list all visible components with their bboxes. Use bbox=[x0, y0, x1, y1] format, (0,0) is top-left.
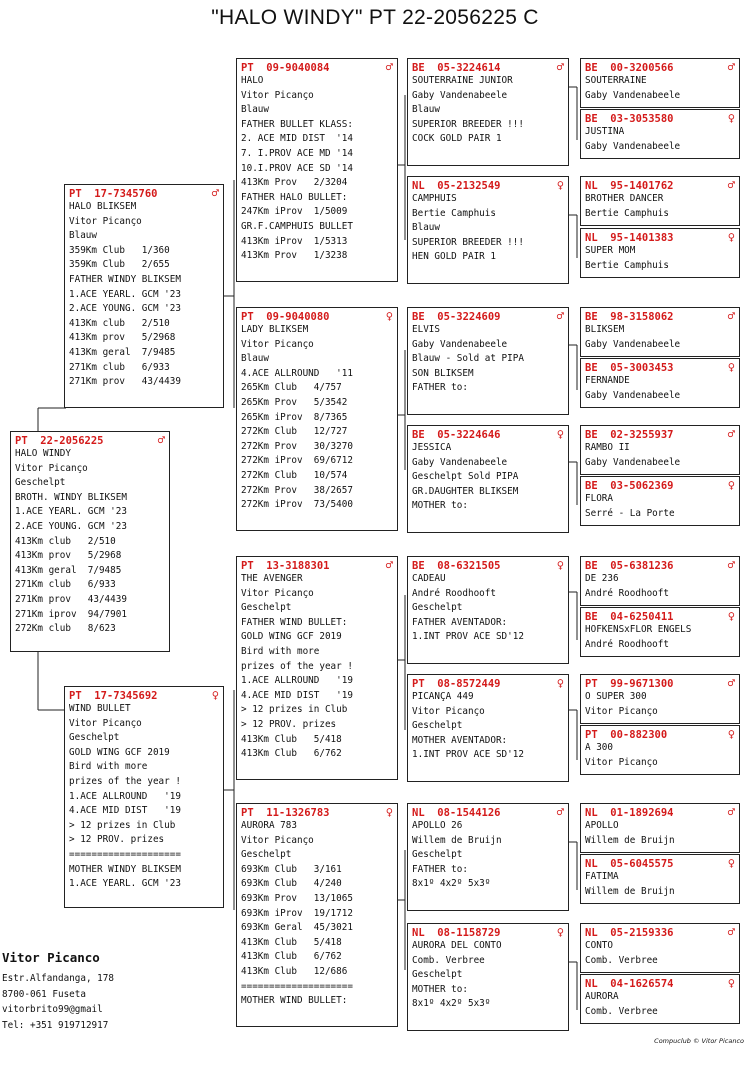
pedigree-card-g3 bbox=[580, 176, 740, 226]
pedigree-card-sdd bbox=[407, 425, 569, 533]
pedigree-card-subject bbox=[10, 431, 170, 652]
bird-detail-line: Geschelpt bbox=[412, 969, 463, 981]
pedigree-card-ssd bbox=[407, 176, 569, 284]
bird-detail-line: 247Km iProv 1/5009 bbox=[241, 206, 348, 218]
bird-detail-line: prizes of the year ! bbox=[241, 660, 353, 672]
female-symbol-icon: ♀ bbox=[727, 976, 735, 990]
bird-detail-line: 8x1º 4x2º 5x3º bbox=[412, 878, 491, 890]
bird-detail-line: BROTH. WINDY BLIKSEM bbox=[15, 491, 127, 503]
pedigree-card-g13 bbox=[580, 803, 740, 853]
bird-name: BROTHER DANCER bbox=[585, 193, 664, 204]
bird-detail-line: 8x1º 4x2º 5x3º bbox=[412, 998, 491, 1010]
bird-detail-line: 413Km prov 5/2968 bbox=[69, 332, 176, 344]
ring-number: BE 08-6321505 bbox=[412, 559, 501, 572]
bird-detail-line: SUPERIOR BREEDER !!! bbox=[412, 118, 524, 130]
bird-detail-line: > 12 prizes in Club bbox=[69, 819, 176, 831]
ring-number: PT 11-1326783 bbox=[241, 806, 330, 819]
ring-header bbox=[585, 428, 735, 441]
female-symbol-icon: ♀ bbox=[556, 178, 564, 192]
female-symbol-icon: ♀ bbox=[727, 478, 735, 492]
bird-detail-line: Gaby Vandenabeele bbox=[585, 338, 681, 350]
ring-number: BE 98-3158062 bbox=[585, 310, 674, 323]
bird-detail-line: Geschelpt bbox=[241, 849, 292, 861]
ring-header bbox=[585, 361, 735, 374]
bird-name: LADY BLIKSEM bbox=[241, 324, 309, 335]
bird-detail-line: 1.ACE YEARL. GCM '23 bbox=[69, 878, 181, 890]
bird-detail-line: GOLD WING GCF 2019 bbox=[241, 631, 342, 643]
bird-detail-line: André Roodhooft bbox=[412, 587, 496, 599]
ring-header bbox=[412, 806, 564, 819]
ring-header bbox=[412, 61, 564, 74]
bird-detail-line: Bertie Camphuis bbox=[585, 259, 669, 271]
bird-detail-line: ==================== bbox=[241, 980, 353, 992]
ring-header bbox=[585, 977, 735, 990]
bird-detail-line: Blauw bbox=[69, 230, 97, 242]
bird-detail-line: Comb. Verbree bbox=[585, 954, 658, 966]
male-symbol-icon: ♂ bbox=[727, 178, 735, 192]
male-symbol-icon: ♂ bbox=[727, 558, 735, 572]
pedigree-card-sds bbox=[407, 307, 569, 415]
bird-detail-line: Willem de Bruijn bbox=[412, 834, 502, 846]
bird-name: O SUPER 300 bbox=[585, 691, 647, 702]
pedigree-card-sire bbox=[64, 184, 224, 408]
ring-header bbox=[585, 112, 735, 125]
bird-detail-line: 413Km geral 7/9485 bbox=[69, 346, 176, 358]
ring-header bbox=[585, 806, 735, 819]
ring-header bbox=[241, 61, 393, 74]
bird-name: APOLLO bbox=[585, 820, 619, 831]
bird-detail-line: 271Km club 6/933 bbox=[69, 361, 170, 373]
female-symbol-icon: ♀ bbox=[727, 230, 735, 244]
bird-detail-line: Gaby Vandenabeele bbox=[585, 89, 681, 101]
bird-detail-line: 413Km Club 12/686 bbox=[241, 965, 348, 977]
bird-detail-line: 2.ACE YOUNG. GCM '23 bbox=[69, 303, 181, 315]
ring-header bbox=[69, 187, 219, 200]
bird-detail-line: André Roodhooft bbox=[585, 587, 669, 599]
bird-name: SOUTERRAINE JUNIOR bbox=[412, 75, 513, 86]
bird-detail-line: Bertie Camphuis bbox=[585, 207, 669, 219]
bird-name: JESSICA bbox=[412, 442, 452, 453]
pedigree-card-ddd bbox=[407, 923, 569, 1031]
ring-number: BE 05-3224609 bbox=[412, 310, 501, 323]
bird-detail-line: Gaby Vandenabeele bbox=[585, 389, 681, 401]
bird-detail-line: 2.ACE YOUNG. GCM '23 bbox=[15, 520, 127, 532]
bird-detail-line: 4.ACE MID DIST '19 bbox=[69, 805, 181, 817]
owner-email: vitorbrito99@gmail bbox=[2, 1004, 103, 1015]
bird-name: AURORA DEL CONTO bbox=[412, 940, 502, 951]
pedigree-card-g11 bbox=[580, 674, 740, 724]
ring-number: NL 08-1158729 bbox=[412, 926, 501, 939]
pedigree-card-dsd bbox=[407, 674, 569, 782]
bird-detail-line: > 12 prizes in Club bbox=[241, 704, 348, 716]
bird-detail-line: 693Km Geral 45/3021 bbox=[241, 922, 353, 934]
ring-number: NL 05-6045575 bbox=[585, 857, 674, 870]
pedigree-card-sd bbox=[236, 307, 398, 531]
ring-number: PT 09-9040084 bbox=[241, 61, 330, 74]
ring-number: NL 05-2159336 bbox=[585, 926, 674, 939]
ring-number: PT 13-3188301 bbox=[241, 559, 330, 572]
ring-number: NL 95-1401762 bbox=[585, 179, 674, 192]
bird-detail-line: Vitor Picanço bbox=[585, 705, 658, 717]
bird-name: CONTO bbox=[585, 940, 613, 951]
female-symbol-icon: ♀ bbox=[385, 309, 393, 323]
male-symbol-icon: ♂ bbox=[727, 427, 735, 441]
ring-header bbox=[412, 310, 564, 323]
bird-detail-line: 693Km iProv 19/1712 bbox=[241, 907, 353, 919]
bird-detail-line: Gaby Vandenabeele bbox=[585, 456, 681, 468]
bird-name: APOLLO 26 bbox=[412, 820, 463, 831]
bird-detail-line: Blauw bbox=[241, 104, 269, 116]
bird-detail-line: Willem de Bruijn bbox=[585, 885, 675, 897]
ring-number: BE 05-3224614 bbox=[412, 61, 501, 74]
bird-detail-line: 10.I.PROV ACE SD '14 bbox=[241, 162, 353, 174]
ring-header bbox=[585, 926, 735, 939]
bird-detail-line: Geschelpt bbox=[241, 602, 292, 614]
bird-detail-line: prizes of the year ! bbox=[69, 775, 181, 787]
male-symbol-icon: ♂ bbox=[556, 309, 564, 323]
bird-detail-line: Vitor Picanço bbox=[241, 587, 314, 599]
bird-detail-line: 4.ACE ALLROUND '11 bbox=[241, 367, 353, 379]
female-symbol-icon: ♀ bbox=[727, 111, 735, 125]
ring-number: PT 17-7345692 bbox=[69, 689, 158, 702]
pedigree-card-g16 bbox=[580, 974, 740, 1024]
owner-address-line: Estr.Alfandanga, 178 bbox=[2, 973, 114, 984]
bird-detail-line: 693Km Prov 13/1065 bbox=[241, 892, 353, 904]
bird-detail-line: MOTHER WINDY BLIKSEM bbox=[69, 863, 181, 875]
bird-detail-line: FATHER to: bbox=[412, 382, 468, 394]
male-symbol-icon: ♂ bbox=[727, 805, 735, 819]
bird-detail-line: 271Km iprov 94/7901 bbox=[15, 608, 127, 620]
bird-detail-line: 7. I.PROV ACE MD '14 bbox=[241, 147, 353, 159]
bird-name: SUPER MOM bbox=[585, 245, 636, 256]
bird-detail-line: 1.INT PROV ACE SD'12 bbox=[412, 749, 524, 761]
bird-detail-line: Gaby Vandenabeele bbox=[585, 140, 681, 152]
pedigree-card-g4 bbox=[580, 228, 740, 278]
owner-name: Vitor Picanco bbox=[2, 950, 100, 965]
bird-detail-line: Gaby Vandenabeele bbox=[412, 89, 508, 101]
ring-header bbox=[241, 310, 393, 323]
ring-header bbox=[585, 479, 735, 492]
bird-detail-line: Vitor Picanço bbox=[15, 462, 88, 474]
ring-number: BE 05-6381236 bbox=[585, 559, 674, 572]
bird-name: RAMBO II bbox=[585, 442, 630, 453]
pedigree-title: "HALO WINDY" PT 22-2056225 C bbox=[211, 6, 539, 29]
bird-name: AURORA bbox=[585, 991, 619, 1002]
female-symbol-icon: ♀ bbox=[211, 688, 219, 702]
bird-name: HALO WINDY bbox=[15, 448, 71, 459]
pedigree-card-ss bbox=[236, 58, 398, 282]
bird-detail-line: Geschelpt Sold PIPA bbox=[412, 471, 519, 483]
bird-detail-line: 413Km Club 6/762 bbox=[241, 748, 342, 760]
ring-header bbox=[585, 728, 735, 741]
bird-name: FERNANDE bbox=[585, 375, 630, 386]
bird-detail-line: 272Km Prov 30/3270 bbox=[241, 440, 353, 452]
bird-name: JUSTINA bbox=[585, 126, 625, 137]
bird-detail-line: 272Km iProv 69/6712 bbox=[241, 455, 353, 467]
bird-name: AURORA 783 bbox=[241, 820, 297, 831]
ring-number: PT 17-7345760 bbox=[69, 187, 158, 200]
ring-header bbox=[241, 559, 393, 572]
ring-number: PT 08-8572449 bbox=[412, 677, 501, 690]
bird-detail-line: 2. ACE MID DIST '14 bbox=[241, 133, 353, 145]
bird-detail-line: 265Km iProv 8/7365 bbox=[241, 411, 348, 423]
bird-name: ELVIS bbox=[412, 324, 440, 335]
bird-detail-line: 693Km Club 3/161 bbox=[241, 863, 342, 875]
ring-number: NL 01-1892694 bbox=[585, 806, 674, 819]
bird-detail-line: André Roodhooft bbox=[585, 638, 669, 650]
male-symbol-icon: ♂ bbox=[727, 309, 735, 323]
bird-detail-line: Blauw bbox=[241, 353, 269, 365]
bird-detail-line: ==================== bbox=[69, 848, 181, 860]
ring-header bbox=[412, 677, 564, 690]
bird-detail-line: GOLD WING GCF 2019 bbox=[69, 746, 170, 758]
pedigree-card-dss bbox=[407, 556, 569, 664]
male-symbol-icon: ♂ bbox=[556, 60, 564, 74]
bird-detail-line: Vitor Picanço bbox=[241, 834, 314, 846]
ring-number: BE 03-5062369 bbox=[585, 479, 674, 492]
bird-detail-line: 413Km Club 5/418 bbox=[241, 733, 342, 745]
bird-name: BLIKSEM bbox=[585, 324, 625, 335]
bird-detail-line: 413Km geral 7/9485 bbox=[15, 564, 122, 576]
bird-detail-line: Bertie Camphuis bbox=[412, 207, 496, 219]
ring-number: BE 05-3003453 bbox=[585, 361, 674, 374]
bird-detail-line: 265Km Club 4/757 bbox=[241, 382, 342, 394]
bird-name: WIND BULLET bbox=[69, 703, 131, 714]
pedigree-card-sss bbox=[407, 58, 569, 166]
bird-detail-line: MOTHER WIND BULLET: bbox=[241, 995, 348, 1007]
male-symbol-icon: ♂ bbox=[385, 558, 393, 572]
bird-detail-line: 359Km Club 2/655 bbox=[69, 259, 170, 271]
bird-detail-line: Vitor Picanço bbox=[412, 705, 485, 717]
pedigree-card-g5 bbox=[580, 307, 740, 357]
bird-detail-line: 413Km Prov 2/3204 bbox=[241, 177, 348, 189]
pedigree-card-g8 bbox=[580, 476, 740, 526]
bird-detail-line: 359Km Club 1/360 bbox=[69, 244, 170, 256]
bird-detail-line: 1.ACE ALLROUND '19 bbox=[69, 790, 181, 802]
bird-detail-line: Bird with more bbox=[241, 645, 320, 657]
ring-header bbox=[15, 434, 165, 447]
bird-detail-line: 272Km iProv 73/5400 bbox=[241, 499, 353, 511]
bird-detail-line: COCK GOLD PAIR 1 bbox=[412, 133, 502, 145]
bird-detail-line: Geschelpt bbox=[412, 849, 463, 861]
female-symbol-icon: ♀ bbox=[556, 676, 564, 690]
pedigree-card-dd bbox=[236, 803, 398, 1027]
bird-detail-line: FATHER HALO BULLET: bbox=[241, 191, 348, 203]
bird-detail-line: Vitor Picanço bbox=[585, 756, 658, 768]
bird-detail-line: FATHER WINDY BLIKSEM bbox=[69, 273, 181, 285]
bird-detail-line: Willem de Bruijn bbox=[585, 834, 675, 846]
bird-detail-line: 1.ACE ALLROUND '19 bbox=[241, 675, 353, 687]
female-symbol-icon: ♀ bbox=[727, 856, 735, 870]
bird-detail-line: MOTHER to: bbox=[412, 500, 468, 512]
ring-header bbox=[585, 559, 735, 572]
bird-detail-line: FATHER AVENTADOR: bbox=[412, 616, 508, 628]
bird-detail-line: 272Km Club 12/727 bbox=[241, 426, 348, 438]
pedigree-card-g1 bbox=[580, 58, 740, 108]
bird-detail-line: Blauw bbox=[412, 104, 440, 116]
bird-detail-line: 271Km prov 43/4439 bbox=[69, 376, 181, 388]
male-symbol-icon: ♂ bbox=[727, 60, 735, 74]
ring-number: BE 02-3255937 bbox=[585, 428, 674, 441]
bird-detail-line: Vitor Picanço bbox=[69, 717, 142, 729]
ring-header bbox=[241, 806, 393, 819]
bird-detail-line: MOTHER to: bbox=[412, 983, 468, 995]
ring-number: NL 05-2132549 bbox=[412, 179, 501, 192]
bird-detail-line: Geschelpt bbox=[69, 732, 120, 744]
bird-name: HALO bbox=[241, 75, 264, 86]
pedigree-card-g9 bbox=[580, 556, 740, 606]
owner-info bbox=[2, 950, 114, 1033]
bird-detail-line: 1.INT PROV ACE SD'12 bbox=[412, 631, 524, 643]
bird-detail-line: Bird with more bbox=[69, 761, 148, 773]
pedigree-card-g14 bbox=[580, 854, 740, 904]
bird-detail-line: GR.F.CAMPHUIS BULLET bbox=[241, 220, 353, 232]
bird-detail-line: 413Km Prov 1/3238 bbox=[241, 250, 348, 262]
bird-detail-line: Vitor Picanço bbox=[241, 338, 314, 350]
bird-name: A 300 bbox=[585, 742, 613, 753]
ring-header bbox=[585, 179, 735, 192]
bird-detail-line: Blauw - Sold at PIPA bbox=[412, 353, 524, 365]
ring-header bbox=[412, 428, 564, 441]
pedigree-card-g7 bbox=[580, 425, 740, 475]
bird-name: FLORA bbox=[585, 493, 613, 504]
bird-detail-line: 413Km club 2/510 bbox=[69, 317, 170, 329]
bird-detail-line: 265Km Prov 5/3542 bbox=[241, 396, 348, 408]
bird-detail-line: Geschelpt bbox=[412, 720, 463, 732]
bird-detail-line: > 12 PROV. prizes bbox=[69, 834, 165, 846]
bird-name: HOFKENSxFLOR ENGELS bbox=[585, 624, 692, 635]
female-symbol-icon: ♀ bbox=[727, 360, 735, 374]
owner-phone: Tel: +351 919712917 bbox=[2, 1019, 109, 1031]
bird-detail-line: Gaby Vandenabeele bbox=[412, 338, 508, 350]
bird-detail-line: Vitor Picanço bbox=[69, 215, 142, 227]
bird-detail-line: 272Km Club 10/574 bbox=[241, 469, 348, 481]
bird-detail-line: SON BLIKSEM bbox=[412, 367, 474, 379]
pedigree-card-g6 bbox=[580, 358, 740, 408]
bird-detail-line: FATHER to: bbox=[412, 863, 468, 875]
bird-detail-line: Blauw bbox=[412, 222, 440, 234]
pedigree-card-g12 bbox=[580, 725, 740, 775]
owner-address-line: 8700-061 Fuseta bbox=[2, 988, 86, 1000]
ring-header bbox=[585, 857, 735, 870]
bird-detail-line: 271Km club 6/933 bbox=[15, 579, 116, 591]
bird-detail-line: 1.ACE YEARL. GCM '23 bbox=[69, 288, 181, 300]
male-symbol-icon: ♂ bbox=[556, 805, 564, 819]
pedigree-card-g10 bbox=[580, 607, 740, 657]
ring-number: BE 03-3053580 bbox=[585, 112, 674, 125]
ring-header bbox=[412, 559, 564, 572]
female-symbol-icon: ♀ bbox=[556, 925, 564, 939]
bird-detail-line: HEN GOLD PAIR 1 bbox=[412, 251, 496, 263]
bird-detail-line: 693Km Club 4/240 bbox=[241, 878, 342, 890]
male-symbol-icon: ♂ bbox=[727, 676, 735, 690]
pedigree-card-g2 bbox=[580, 109, 740, 159]
ring-header bbox=[69, 689, 219, 702]
bird-detail-line: Vitor Picanço bbox=[241, 89, 314, 101]
bird-detail-line: Serré - La Porte bbox=[585, 507, 675, 519]
ring-number: BE 00-3200566 bbox=[585, 61, 674, 74]
ring-header bbox=[585, 610, 735, 623]
bird-detail-line: 413Km prov 5/2968 bbox=[15, 550, 122, 562]
bird-detail-line: GR.DAUGHTER BLIKSEM bbox=[412, 485, 519, 497]
bird-name: PICANÇA 449 bbox=[412, 691, 474, 702]
ring-number: NL 08-1544126 bbox=[412, 806, 501, 819]
bird-detail-line: 272Km Prov 38/2657 bbox=[241, 484, 353, 496]
bird-detail-line: 272Km club 8/623 bbox=[15, 623, 116, 635]
bird-detail-line: Geschelpt bbox=[15, 477, 66, 489]
bird-detail-line: 1.ACE YEARL. GCM '23 bbox=[15, 506, 127, 518]
pedigree-card-dam bbox=[64, 686, 224, 908]
male-symbol-icon: ♂ bbox=[727, 925, 735, 939]
ring-header bbox=[412, 179, 564, 192]
bird-detail-line: 413Km club 2/510 bbox=[15, 535, 116, 547]
bird-detail-line: FATHER BULLET KLASS: bbox=[241, 118, 353, 130]
male-symbol-icon: ♂ bbox=[211, 186, 219, 200]
ring-header bbox=[585, 231, 735, 244]
male-symbol-icon: ♂ bbox=[157, 433, 165, 447]
bird-name: SOUTERRAINE bbox=[585, 75, 647, 86]
ring-number: PT 22-2056225 bbox=[15, 434, 104, 447]
bird-detail-line: 413Km iProv 1/5313 bbox=[241, 235, 348, 247]
ring-header bbox=[585, 61, 735, 74]
female-symbol-icon: ♀ bbox=[727, 727, 735, 741]
bird-detail-line: Comb. Verbree bbox=[412, 954, 485, 966]
bird-name: DE 236 bbox=[585, 573, 619, 584]
bird-detail-line: 413Km Club 5/418 bbox=[241, 936, 342, 948]
bird-detail-line: SUPERIOR BREEDER !!! bbox=[412, 236, 524, 248]
ring-number: PT 09-9040080 bbox=[241, 310, 330, 323]
bird-detail-line: Gaby Vandenabeele bbox=[412, 456, 508, 468]
bird-name: HALO BLIKSEM bbox=[69, 201, 137, 212]
female-symbol-icon: ♀ bbox=[385, 805, 393, 819]
bird-detail-line: 4.ACE MID DIST '19 bbox=[241, 689, 353, 701]
bird-name: THE AVENGER bbox=[241, 573, 303, 584]
bird-detail-line: Comb. Verbree bbox=[585, 1005, 658, 1017]
female-symbol-icon: ♀ bbox=[556, 427, 564, 441]
bird-detail-line: > 12 PROV. prizes bbox=[241, 718, 337, 730]
ring-number: PT 00-882300 bbox=[585, 728, 668, 741]
pedigree-card-ds bbox=[236, 556, 398, 780]
ring-header bbox=[585, 310, 735, 323]
bird-detail-line: Geschelpt bbox=[412, 602, 463, 614]
ring-header bbox=[585, 677, 735, 690]
ring-header bbox=[412, 926, 564, 939]
bird-name: CAMPHUIS bbox=[412, 193, 457, 204]
ring-number: BE 05-3224646 bbox=[412, 428, 501, 441]
ring-number: NL 04-1626574 bbox=[585, 977, 674, 990]
pedigree-card-dds bbox=[407, 803, 569, 911]
female-symbol-icon: ♀ bbox=[727, 609, 735, 623]
ring-number: BE 04-6250411 bbox=[585, 610, 674, 623]
ring-number: NL 95-1401383 bbox=[585, 231, 674, 244]
male-symbol-icon: ♂ bbox=[385, 60, 393, 74]
bird-name: CADEAU bbox=[412, 573, 446, 584]
bird-detail-line: 413Km Club 6/762 bbox=[241, 951, 342, 963]
ring-number: PT 99-9671300 bbox=[585, 677, 674, 690]
female-symbol-icon: ♀ bbox=[556, 558, 564, 572]
bird-detail-line: 271Km prov 43/4439 bbox=[15, 593, 127, 605]
bird-detail-line: FATHER WIND BULLET: bbox=[241, 616, 348, 628]
bird-name: FATIMA bbox=[585, 871, 619, 882]
software-credit: Compuclub © Vitor Picanco bbox=[654, 1037, 744, 1045]
pedigree-card-g15 bbox=[580, 923, 740, 973]
bird-detail-line: MOTHER AVENTADOR: bbox=[412, 734, 508, 746]
